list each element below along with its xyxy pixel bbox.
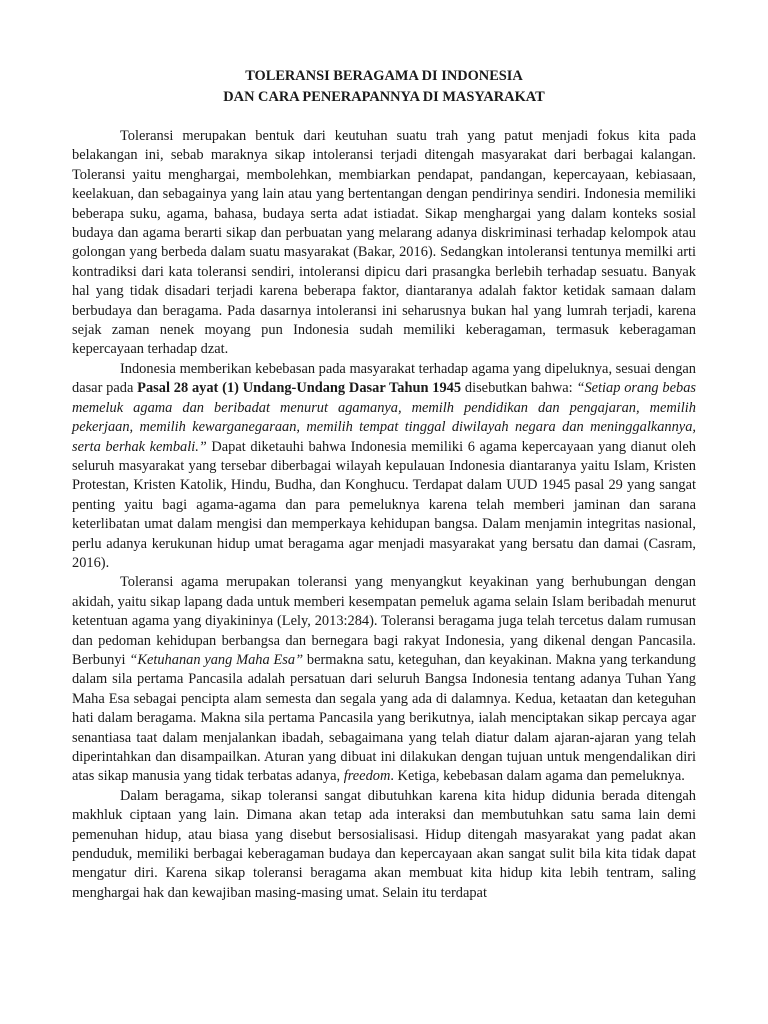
freedom-term: freedom [343,768,391,785]
paragraph-2 [72,360,696,573]
paragraph-3-text-a: Toleransi agama merupakan toleransi yang menyangkut keyakinan yang berhubungan dengan akidah, yaitu sikap lapang dada untuk memberi kesempatan pemeluk agama selain Islam beribadah menurut ketentuan agama yang diyakininya (Lely, 2013:284). Toleransi beragama juga telah tercetus dalam rumusan dan pedoman kehidupan berbangsa dan bernegara bagi rakyat Indonesia, yang dikenal dengan Pancasila. Berbunyi [72,574,696,668]
law-quote: “Setiap orang bebas memeluk agama dan beribadat menurut agamanya, memilh pendidikan dan pengajaran, memilih pekerjaan, memilih kewarganegaraan, memilih tempat tinggal diwilayah negara dan meninggalkannya, serta berhak kembali.” [72,380,696,455]
paragraph-4: Dalam beragama, sikap toleransi sangat dibutuhkan karena kita hidup didunia berada ditengah makhluk ciptaan yang lain. Dimana akan tetap ada interaksi dan membutuhkan satu sama lain demi pemenuhan hidup, atau biasa yang disebut bersosialisasi. Hidup ditengah masyarakat yang padat akan penduduk, memiliki berbagai keberagaman budaya dan kepercayaan akan sangat sulit bila kita tidak dapat mengatur diri. Karena sikap toleransi beragama akan membuat kita hidup kita lebih tentram, saling menghargai hak dan kewajiban masing-masing umat. Selain itu terdapat [72,787,696,901]
paragraph-1: Toleransi merupakan bentuk dari keutuhan suatu trah yang patut menjadi fokus kita pada belakangan ini, sebab maraknya sikap intoleransi terjadi ditengah masyarakat dari berbagai kalangan. Toleransi yaitu menghargai, membolehkan, membiarkan pendapat, pandangan, kepercayaan, kebiasaan, keelakuan, dan sebagainya yang lain atau yang bertentangan dengan pendirinya sendiri. Indonesia memiliki beberapa suku, agama, bahasa, budaya serta adat istiadat. Sikap menghargai yang dalam konteks sosial budaya dan agama berarti sikap dan perbuatan yang melarang adanya diskriminasi terhadap kelompok atau golongan yang berbeda dalam suatu masyarakat (Bakar, 2016). Sedangkan intoleransi tentunya memilki arti kontradiksi dari kata toleransi sendiri, intoleransi dipicu dari prasangka berlebih terhadap sesuatu. Banyak hal yang tidak disadari terjadi karena beberapa faktor, diantaranya adalah faktor ketidak samaan dalam berbudaya dan beragama. Pada dasarnya intoleransi ini seharusnya bukan hal yang lumrah terjadi, karena sejak zaman nenek moyang pun Indonesia sudah memiliki keberagaman, termasuk keberagaman kepercayaan terhadap dzat. [72,128,696,358]
title-block [72,66,696,108]
paragraph-3-text-b: bermakna satu, keteguhan, dan keyakinan. Makna yang terkandung dalam sila pertama Pancasila adalah persatuan dari seluruh Bangsa Indonesia tentang adanya Tuhan Yang Maha Esa sebagai pencipta alam semesta dan segala yang ada di dalamnya. Kedua, ketaatan dan keteguhan hati dalam beragama. Makna sila pertama Pancasila yang berikutnya, ialah menciptakan sikap percaya agar senantiasa taat dalam menjalankan ibadah, sebagaimana yang telah diatur dalam ajaran-ajaran yang telah diperintahkan dan disampailkan. Aturan yang dibuat ini dilakukan dengan tujuan untuk mengendalikan diri atas sikap manusia yang tidak terbatas adanya, [72,651,697,785]
law-reference: Pasal 28 ayat (1) Undang-Undang Dasar Tahun 1945 [137,380,462,397]
paragraph-2-text-b: disebutkan bahwa: [461,380,577,397]
title-line-2: DAN CARA PENERAPANNYA DI MASYARAKAT [223,89,545,105]
paragraph-3-text-c: . Ketiga, kebebasan dalam agama dan pemeluknya. [390,768,685,785]
body-text [72,127,696,903]
paragraph-3 [72,573,696,786]
paragraph-2-text-c: Dapat diketauhi bahwa Indonesia memiliki 6 agama kepercayaan yang dianut oleh seluruh masyarakat yang tersebar diberbagai wilayah kepulauan Indonesia diantaranya yaitu Islam, Kristen Protestan, Kristen Katolik, Hindu, Budha, dan Konghucu. Terdapat dalam UUD 1945 pasal 29 yang sangat penting yaitu bagi agama-agama dan para pemeluknya karena telah memberi jaminan dan sarana keterlibatan umat dalam mengisi dan memperkaya kehidupan bangsa. Dalam menjamin integritas nasional, perlu adanya kerukunan hidup umat beragama agar menjadi masyarakat yang bersatu dan damai (Casram, 2016). [72,438,696,571]
title-line-1: TOLERANSI BERAGAMA DI INDONESIA [245,68,523,84]
pancasila-quote: “Ketuhanan yang Maha Esa” [129,651,304,668]
paragraph-2-text-a: Indonesia memberikan kebebasan pada masyarakat terhadap agama yang dipeluknya, sesuai dengan dasar pada [72,360,696,397]
